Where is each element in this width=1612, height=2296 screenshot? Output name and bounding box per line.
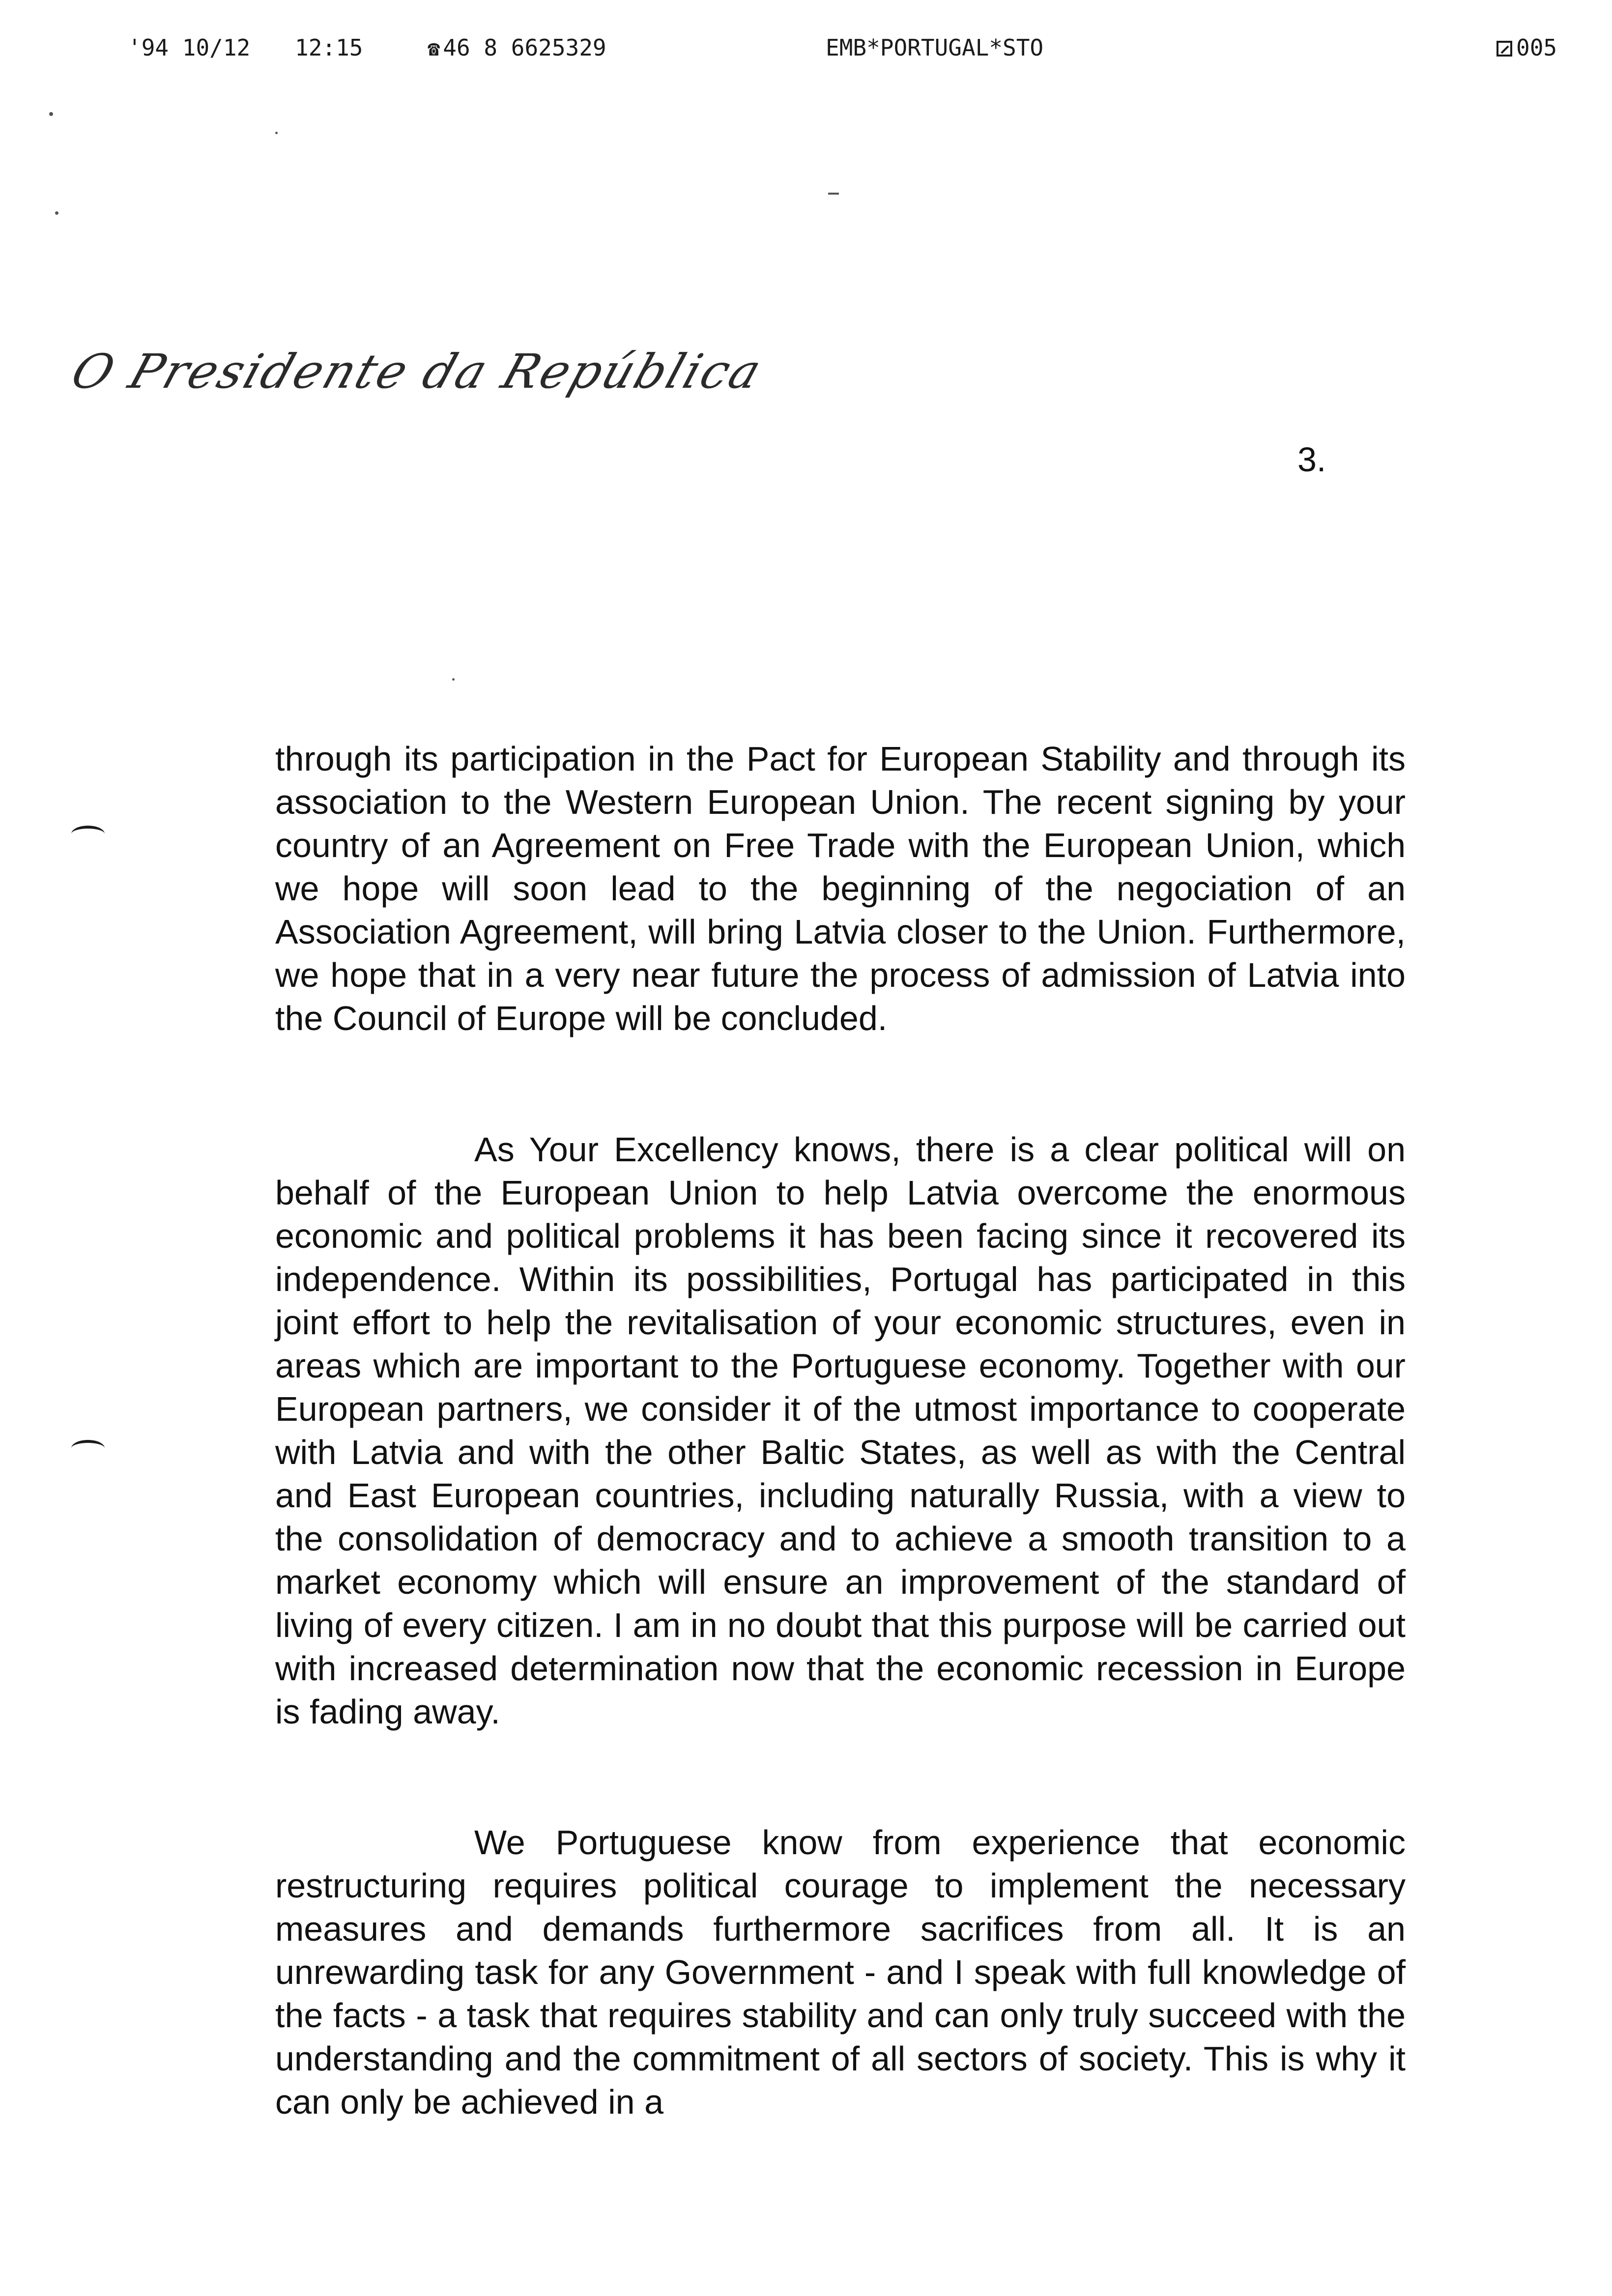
scan-speck — [452, 678, 455, 681]
fax-page-count — [1497, 34, 1557, 61]
fax-station-id: EMB*PORTUGAL*STO — [826, 34, 1044, 61]
body-paragraph: We Portuguese know from experience that economic restructuring requires political courage to implement the necessary measures and demands furthermore sacrifices from all. It is an unrewarding task for any Government - and I speak with full knowledge of the facts - a task that requires stability and can only truly succeed with the understanding and the commitment of all sectors of society. This is why it can only be achieved in a — [275, 1823, 1406, 2121]
fax-page-number: 005 — [1516, 34, 1557, 61]
telephone-icon: ☎ — [428, 36, 440, 60]
body-paragraph: As Your Excellency knows, there is a clear political will on behalf of the European Union to help Latvia overcome the enormous economic and political problems it has been facing since it recovered its independence. Within its possibilities, Portugal has participated in this joint effort to help the revitalisation of your economic structures, even in areas which are important to the Portuguese economy. Together with our European partners, we consider it of the utmost importance to cooperate with Latvia and with the other Baltic States, as well as with the Central and East European countries, including naturally Russia, with a view to the consolidation of democracy and to achieve a smooth transition to a market economy which will ensure an improvement of the standard of living of every citizen. I am in no doubt that this purpose will be carried out with increased determination now that the economic recession in Europe is fading away. — [275, 1130, 1406, 1731]
scan-speck — [275, 132, 278, 134]
page-number: 3. — [1297, 440, 1326, 479]
scan-speck — [49, 112, 53, 116]
punch-hole-mark — [71, 1440, 105, 1457]
fax-date: '94 10/12 — [128, 34, 251, 61]
scan-speck — [55, 211, 58, 215]
body-paragraph: through its participation in the Pact for European Stability and through its association to the Western European Union. The recent signing by your country of an Agreement on Free Trade with the European Union, which we hope will soon lead to the beginning of the negociation of an Association Agreement, will bring Latvia closer to the Union. Furthermore, we hope that in a very near future the process of admission of Latvia into the Council of Europe will be concluded. — [275, 740, 1406, 1037]
punch-hole-mark — [71, 826, 105, 842]
fax-phone-digits: 46 8 6625329 — [443, 34, 606, 61]
presidential-letterhead-handwriting: O Presidente da República — [64, 344, 770, 399]
fax-phone-number — [428, 34, 606, 61]
fax-page-box-icon — [1497, 41, 1512, 57]
scan-speck — [828, 193, 839, 195]
fax-time: 12:15 — [295, 34, 363, 61]
